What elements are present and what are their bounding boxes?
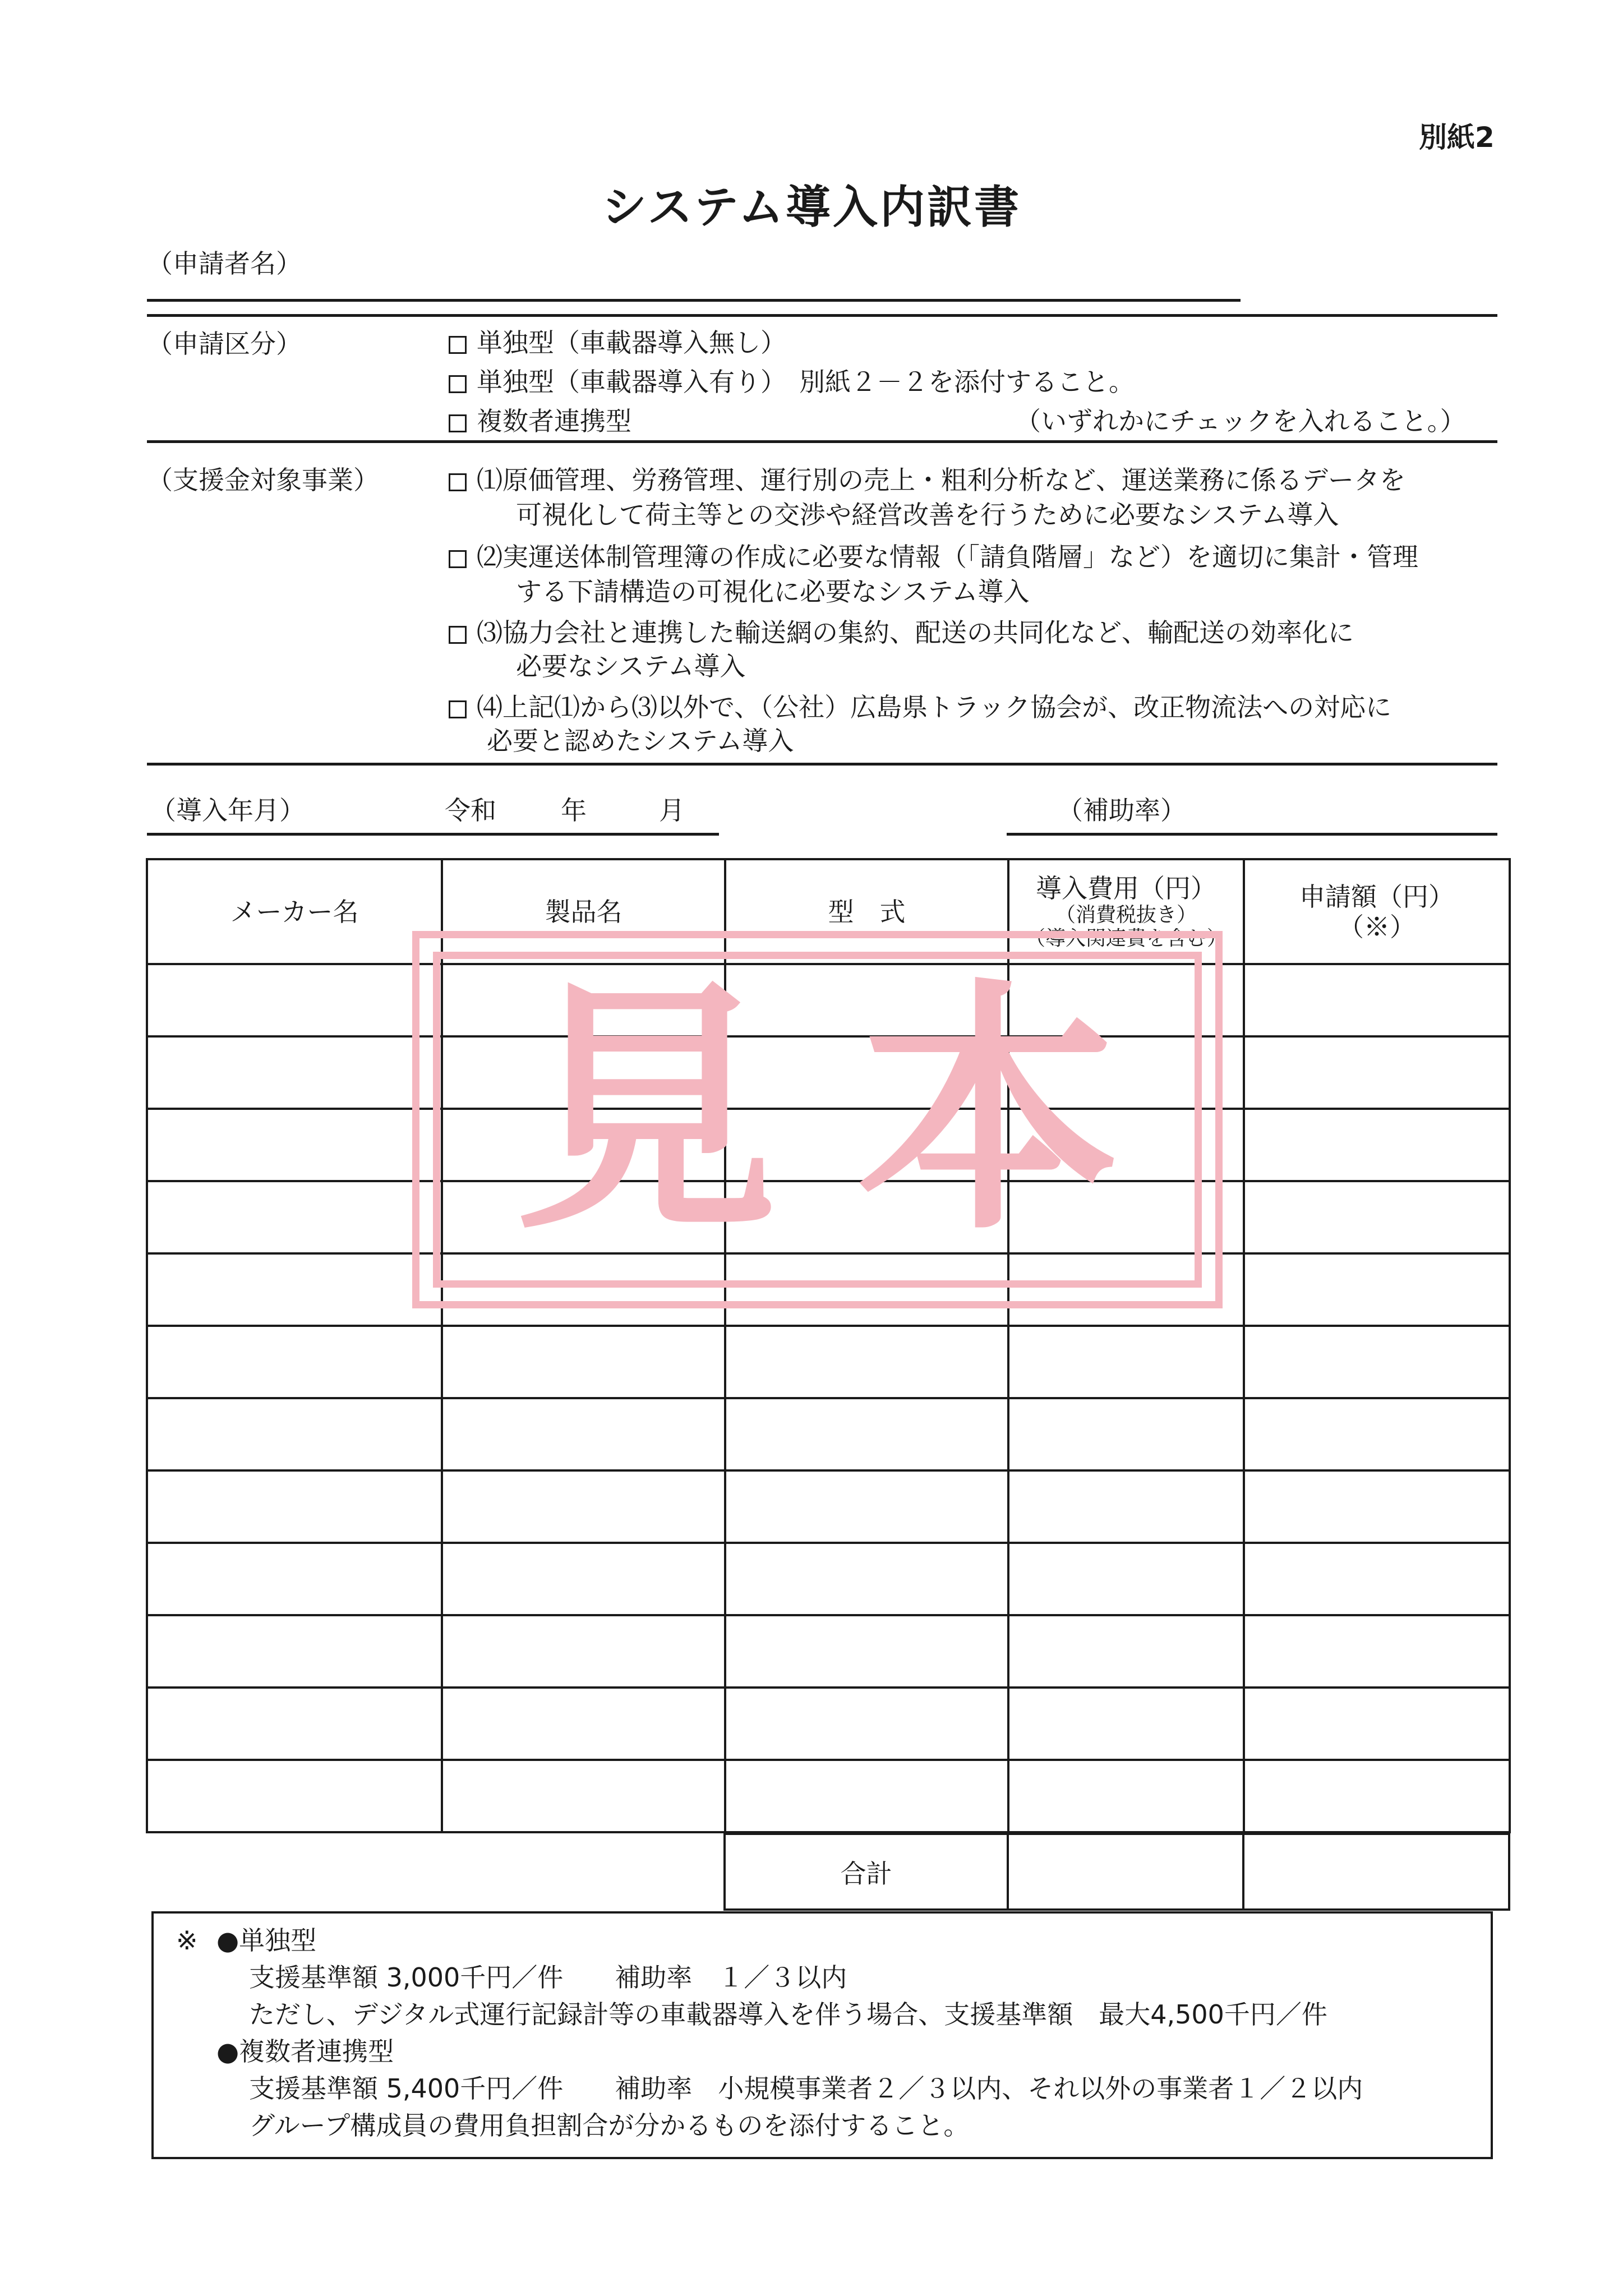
target-item-3-cont: 必要なシステム導入 bbox=[516, 651, 746, 681]
divider bbox=[147, 314, 1497, 317]
target-item-3[interactable] bbox=[449, 617, 1354, 648]
product-cell[interactable] bbox=[442, 1543, 725, 1615]
product-cell[interactable] bbox=[442, 1109, 725, 1181]
item-line: ⑴原価管理、労務管理、運行別の売上・粗利分析など、運送業務に係るデータを bbox=[477, 465, 1405, 495]
model-cell[interactable] bbox=[725, 1253, 1008, 1326]
item-line: ⑷上記⑴から⑶以外で、（公社）広島県トラック協会が、改正物流法への対応に bbox=[477, 692, 1392, 722]
model-cell[interactable] bbox=[725, 1181, 1008, 1253]
target-item-2[interactable] bbox=[449, 541, 1418, 573]
product-cell[interactable] bbox=[442, 1181, 725, 1253]
category-option-2[interactable] bbox=[449, 366, 1135, 398]
maker-cell[interactable] bbox=[147, 1326, 442, 1398]
category-option-3[interactable] bbox=[449, 405, 631, 437]
apply-cell[interactable] bbox=[1244, 1253, 1510, 1326]
category-note: （いずれかにチェックを入れること。） bbox=[1015, 406, 1466, 436]
apply-cell[interactable] bbox=[1244, 1543, 1510, 1615]
subsidy-rate-field[interactable] bbox=[1200, 795, 1492, 826]
table-row bbox=[147, 964, 1510, 1036]
cost-cell[interactable] bbox=[1008, 1543, 1244, 1615]
total-label: 合計 bbox=[725, 1834, 1008, 1910]
applicant-underline bbox=[147, 299, 1241, 302]
cost-cell[interactable] bbox=[1008, 1470, 1244, 1543]
divider bbox=[147, 763, 1497, 766]
model-cell[interactable] bbox=[725, 964, 1008, 1036]
table-row bbox=[147, 1470, 1510, 1543]
table-row bbox=[147, 1253, 1510, 1326]
model-cell[interactable] bbox=[725, 1109, 1008, 1181]
checkbox[interactable] bbox=[449, 336, 467, 354]
col-header-apply bbox=[1244, 859, 1510, 964]
col-header-cost bbox=[1008, 859, 1244, 964]
product-cell[interactable] bbox=[442, 1398, 725, 1470]
breakdown-table bbox=[146, 858, 1511, 1833]
cost-cell[interactable] bbox=[1008, 1109, 1244, 1181]
year-label: 年 bbox=[561, 795, 587, 826]
model-cell[interactable] bbox=[725, 1036, 1008, 1109]
table-row bbox=[147, 1688, 1510, 1760]
cost-cell[interactable] bbox=[1008, 1615, 1244, 1688]
apply-header-note: （※） bbox=[1338, 911, 1415, 942]
checkbox[interactable] bbox=[449, 700, 467, 718]
table-header-row bbox=[147, 859, 1510, 964]
attachment-label: 別紙2 bbox=[1419, 121, 1495, 154]
target-item-4-cont: 必要と認めたシステム導入 bbox=[487, 726, 794, 756]
checkbox[interactable] bbox=[449, 626, 467, 644]
total-cost-cell[interactable] bbox=[1008, 1834, 1243, 1910]
checkbox[interactable] bbox=[449, 473, 467, 491]
checkbox[interactable] bbox=[449, 375, 467, 393]
option-label: 単独型（車載器導入有り） 別紙２－２を添付すること。 bbox=[477, 367, 1135, 397]
cost-cell[interactable] bbox=[1008, 1398, 1244, 1470]
subsidy-rate-label: （補助率） bbox=[1057, 795, 1186, 826]
target-item-1-cont: 可視化して荷主等との交渉や経営改善を行うために必要なシステム導入 bbox=[516, 500, 1339, 530]
product-cell[interactable] bbox=[442, 1470, 725, 1543]
option-label: 複数者連携型 bbox=[477, 406, 631, 436]
apply-cell[interactable] bbox=[1244, 1036, 1510, 1109]
maker-cell[interactable] bbox=[147, 1543, 442, 1615]
total-row bbox=[725, 1834, 1509, 1910]
year-field[interactable] bbox=[527, 795, 561, 826]
table-row bbox=[147, 1543, 1510, 1615]
table-row bbox=[147, 1760, 1510, 1832]
item-line: ⑵実運送体制管理簿の作成に必要な情報（「請負階層」など）を適切に集計・管理 bbox=[477, 542, 1418, 572]
cost-cell[interactable] bbox=[1008, 1253, 1244, 1326]
table-row bbox=[147, 1109, 1510, 1181]
maker-cell[interactable] bbox=[147, 1398, 442, 1470]
apply-header-label: 申請額（円） bbox=[1299, 881, 1454, 912]
cost-cell[interactable] bbox=[1008, 1688, 1244, 1760]
maker-cell[interactable] bbox=[147, 1109, 442, 1181]
notes-multi-line-1: 支援基準額 5,400千円／件 補助率 小規模事業者２／３以内、それ以外の事業者１／２以内 bbox=[249, 2073, 1363, 2104]
apply-cell[interactable] bbox=[1244, 1470, 1510, 1543]
apply-cell[interactable] bbox=[1244, 1615, 1510, 1688]
apply-cell[interactable] bbox=[1244, 964, 1510, 1036]
divider bbox=[147, 440, 1497, 443]
option-label: 単独型（車載器導入無し） bbox=[477, 328, 786, 358]
subsidy-rate-underline bbox=[1007, 833, 1497, 836]
target-item-2-cont: する下請構造の可視化に必要なシステム導入 bbox=[516, 577, 1030, 607]
product-cell[interactable] bbox=[442, 1253, 725, 1326]
model-cell[interactable] bbox=[725, 1688, 1008, 1760]
product-cell[interactable] bbox=[442, 1615, 725, 1688]
checkbox[interactable] bbox=[449, 550, 467, 568]
intro-date-label: （導入年月） bbox=[150, 795, 305, 826]
total-table bbox=[723, 1833, 1510, 1911]
maker-cell[interactable] bbox=[147, 1760, 442, 1832]
model-cell[interactable] bbox=[725, 1470, 1008, 1543]
cost-cell[interactable] bbox=[1008, 1326, 1244, 1398]
cost-cell[interactable] bbox=[1008, 964, 1244, 1036]
maker-cell[interactable] bbox=[147, 1688, 442, 1760]
category-label: （申請区分） bbox=[147, 329, 302, 359]
category-option-1[interactable] bbox=[449, 327, 786, 358]
product-cell[interactable] bbox=[442, 964, 725, 1036]
cost-header-label: 導入費用（円） bbox=[1036, 873, 1216, 903]
maker-cell[interactable] bbox=[147, 1615, 442, 1688]
apply-cell[interactable] bbox=[1244, 1109, 1510, 1181]
cost-cell[interactable] bbox=[1008, 1181, 1244, 1253]
target-item-4[interactable] bbox=[449, 691, 1391, 723]
product-cell[interactable] bbox=[442, 1688, 725, 1760]
col-header-model: 型 式 bbox=[725, 859, 1008, 964]
page-title: システム導入内訳書 bbox=[602, 181, 1021, 233]
maker-cell[interactable] bbox=[147, 1253, 442, 1326]
cost-header-note-2: （導入関連費を含む） bbox=[1025, 926, 1227, 950]
model-cell[interactable] bbox=[725, 1398, 1008, 1470]
apply-cell[interactable] bbox=[1244, 1326, 1510, 1398]
model-cell[interactable] bbox=[725, 1543, 1008, 1615]
notes-single-line-2: ただし、デジタル式運行記録計等の車載器導入を伴う場合、支援基準額 最大4,500千円／件 bbox=[249, 1999, 1327, 2030]
maker-cell[interactable] bbox=[147, 1470, 442, 1543]
applicant-label: （申請者名） bbox=[147, 248, 302, 279]
col-header-product: 製品名 bbox=[442, 859, 725, 964]
era-label: 令和 bbox=[445, 795, 496, 826]
target-item-1[interactable] bbox=[449, 464, 1405, 496]
col-header-maker: メーカー名 bbox=[147, 859, 442, 964]
item-line: ⑶協力会社と連携した輸送網の集約、配送の共同化など、輸配送の効率化に bbox=[477, 617, 1354, 648]
maker-cell[interactable] bbox=[147, 1036, 442, 1109]
table-row bbox=[147, 1398, 1510, 1470]
product-cell[interactable] bbox=[442, 1760, 725, 1832]
table-row bbox=[147, 1036, 1510, 1109]
total-apply-cell[interactable] bbox=[1243, 1834, 1509, 1910]
table-row bbox=[147, 1181, 1510, 1253]
apply-cell[interactable] bbox=[1244, 1181, 1510, 1253]
maker-cell[interactable] bbox=[147, 1181, 442, 1253]
model-cell[interactable] bbox=[725, 1326, 1008, 1398]
applicant-name-field[interactable] bbox=[147, 280, 1241, 298]
cost-cell[interactable] bbox=[1008, 1760, 1244, 1832]
model-cell[interactable] bbox=[725, 1615, 1008, 1688]
notes-multi-line-2: グループ構成員の費用負担割合が分かるものを添付すること。 bbox=[249, 2110, 970, 2141]
notes-box bbox=[151, 1911, 1493, 2159]
cost-cell[interactable] bbox=[1008, 1036, 1244, 1109]
apply-cell[interactable] bbox=[1244, 1760, 1510, 1832]
intro-date-underline bbox=[147, 833, 719, 836]
table-row bbox=[147, 1326, 1510, 1398]
notes-mark: ※ bbox=[176, 1925, 198, 1956]
apply-cell[interactable] bbox=[1244, 1398, 1510, 1470]
product-cell[interactable] bbox=[442, 1326, 725, 1398]
maker-cell[interactable] bbox=[147, 964, 442, 1036]
month-label: 月 bbox=[659, 795, 685, 826]
checkbox[interactable] bbox=[449, 414, 467, 432]
cost-header-note-1: （消費税抜き） bbox=[1055, 903, 1197, 926]
notes-single-title: ●単独型 bbox=[216, 1925, 317, 1956]
watermark-text: 見本 bbox=[514, 958, 1199, 1265]
month-field[interactable] bbox=[617, 795, 656, 826]
notes-multi-title: ●複数者連携型 bbox=[216, 2036, 394, 2067]
target-label: （支援金対象事業） bbox=[147, 465, 379, 495]
apply-cell[interactable] bbox=[1244, 1688, 1510, 1760]
product-cell[interactable] bbox=[442, 1036, 725, 1109]
model-cell[interactable] bbox=[725, 1760, 1008, 1832]
notes-single-line-1: 支援基準額 3,000千円／件 補助率 １／３以内 bbox=[249, 1962, 847, 1993]
table-row bbox=[147, 1615, 1510, 1688]
